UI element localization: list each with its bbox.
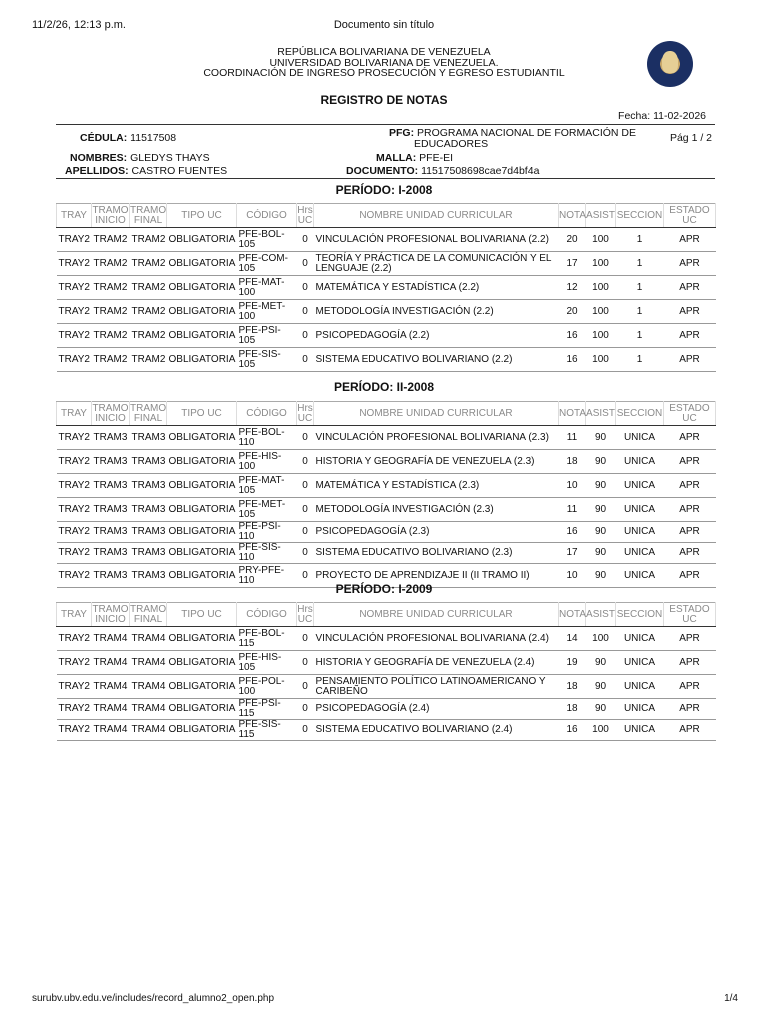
- col-estado-uc-header: ESTADO UC: [664, 603, 716, 627]
- table-row: [57, 348, 716, 372]
- col-nombre-uc-header: NOMBRE UNIDAD CURRICULAR: [314, 402, 559, 426]
- cell-tramo-final: TRAM2: [130, 300, 167, 324]
- col-tramo-final-header: TRAMO FINAL: [130, 205, 167, 226]
- cell-tramo-inicio: TRAM3: [92, 522, 130, 543]
- cell-tramo-inicio: TRAM4: [92, 651, 130, 675]
- table-row: [57, 228, 716, 252]
- cell-nombre-uc: SISTEMA EDUCATIVO BOLIVARIANO (2.2): [314, 348, 559, 372]
- cell-tipo-uc: OBLIGATORIA: [167, 474, 237, 498]
- cell-seccion: UNICA: [616, 675, 664, 699]
- cell-asist: 90: [586, 543, 616, 564]
- col-estado-uc-header: ESTADO UC: [664, 204, 716, 228]
- cell-hrs-uc: 0: [297, 324, 314, 348]
- col-hrs-uc-header: Hrs UC: [297, 205, 313, 226]
- print-title: Documento sin título: [333, 19, 435, 31]
- documento-value: 11517508698cae7d4bf4a: [421, 165, 540, 177]
- cell-tipo-uc: OBLIGATORIA: [167, 252, 237, 276]
- cell-nombre-uc: METODOLOGÍA INVESTIGACIÓN (2.2): [314, 300, 559, 324]
- col-seccion-header: SECCION: [616, 603, 664, 627]
- cell-seccion: 1: [616, 300, 664, 324]
- nombres-value: GLEDYS THAYS: [130, 152, 210, 164]
- cell-hrs-uc: 0: [297, 564, 314, 588]
- cell-estado-uc: APR: [664, 348, 716, 372]
- cell-tramo-final: TRAM3: [130, 426, 167, 450]
- table-row: [57, 699, 716, 720]
- cell-tramo-final: TRAM4: [130, 627, 167, 651]
- cell-codigo: PFE-MAT- 100: [237, 276, 297, 300]
- cell-tramo-inicio: TRAM2: [92, 300, 130, 324]
- col-tray-header: TRAY: [57, 402, 92, 426]
- cell-tray: TRAY2: [57, 675, 92, 699]
- cell-tray: TRAY2: [57, 498, 92, 522]
- cell-tipo-uc: OBLIGATORIA: [167, 498, 237, 522]
- col-tramo-inicio-header: TRAMO INICIO: [92, 604, 129, 625]
- cell-tray: TRAY2: [57, 228, 92, 252]
- cell-asist: 100: [586, 300, 616, 324]
- cell-nota: 11: [559, 426, 586, 450]
- malla-value: PFE-EI: [419, 152, 454, 164]
- cell-estado-uc: APR: [664, 564, 716, 588]
- cell-asist: 100: [586, 228, 616, 252]
- grades-table: [56, 203, 716, 372]
- table-row: [57, 543, 716, 564]
- cell-seccion: 1: [616, 276, 664, 300]
- cell-nombre-uc: TEORÍA Y PRÁCTICA DE LA COMUNICACIÓN Y EL LENGUAJE (2.2): [314, 252, 559, 276]
- cell-tramo-final: TRAM2: [130, 252, 167, 276]
- cell-hrs-uc: 0: [297, 699, 314, 720]
- cell-codigo: PFE-HIS- 100: [237, 450, 297, 474]
- col-codigo-header: CÓDIGO: [237, 402, 297, 426]
- cell-codigo: PFE-PSI-110: [237, 522, 297, 543]
- cell-seccion: UNICA: [616, 651, 664, 675]
- cell-tramo-inicio: TRAM2: [92, 252, 130, 276]
- cell-asist: 100: [586, 627, 616, 651]
- col-tipo-uc-header: TIPO UC: [167, 603, 237, 627]
- table-row: [57, 498, 716, 522]
- cell-nota: 16: [559, 348, 586, 372]
- cell-tray: TRAY2: [57, 450, 92, 474]
- cell-seccion: 1: [616, 348, 664, 372]
- institution-line-3: COORDINACIÓN DE INGRESO PROSECUCIÓN Y EGRESO ESTUDIANTIL: [203, 67, 565, 79]
- cell-seccion: UNICA: [616, 627, 664, 651]
- cell-nombre-uc: VINCULACIÓN PROFESIONAL BOLIVARIANA (2.2): [314, 228, 559, 252]
- cell-tramo-final: TRAM2: [130, 276, 167, 300]
- cell-codigo: PFE-SIS-115: [237, 720, 297, 741]
- cell-nombre-uc: PSICOPEDAGOGÍA (2.2): [314, 324, 559, 348]
- cell-nota: 16: [559, 720, 586, 741]
- cell-tramo-final: TRAM2: [130, 324, 167, 348]
- cell-tramo-inicio: TRAM3: [92, 474, 130, 498]
- cell-estado-uc: APR: [664, 522, 716, 543]
- pfg-value-1: PROGRAMA NACIONAL DE FORMACIÓN DE: [417, 127, 636, 139]
- period-title: PERÍODO: II-2008: [333, 380, 435, 394]
- cell-tramo-inicio: TRAM3: [92, 564, 130, 588]
- table-row: [57, 522, 716, 543]
- cell-codigo: PFE-BOL- 115: [237, 627, 297, 651]
- col-codigo-header: CÓDIGO: [237, 204, 297, 228]
- cell-estado-uc: APR: [664, 426, 716, 450]
- cell-nota: 10: [559, 474, 586, 498]
- cell-seccion: UNICA: [616, 450, 664, 474]
- col-hrs-uc-header: Hrs UC: [297, 604, 313, 625]
- cell-seccion: UNICA: [616, 543, 664, 564]
- cell-tipo-uc: OBLIGATORIA: [167, 564, 237, 588]
- apellidos-value: CASTRO FUENTES: [131, 165, 228, 177]
- cell-estado-uc: APR: [664, 720, 716, 741]
- cell-tipo-uc: OBLIGATORIA: [167, 324, 237, 348]
- col-tipo-uc-header: TIPO UC: [167, 402, 237, 426]
- cell-tray: TRAY2: [57, 276, 92, 300]
- print-url: surubv.ubv.edu.ve/includes/record_alumno2_open.php: [32, 993, 275, 1004]
- cedula-value: 11517508: [130, 132, 177, 144]
- cell-tramo-final: TRAM3: [130, 450, 167, 474]
- cell-codigo: PFE-BOL- 110: [237, 426, 297, 450]
- cell-estado-uc: APR: [664, 675, 716, 699]
- cell-asist: 90: [586, 651, 616, 675]
- cell-tramo-final: TRAM3: [130, 522, 167, 543]
- pfg-field: PFG: PROGRAMA NACIONAL DE FORMACIÓN DE: [389, 127, 636, 139]
- cell-seccion: 1: [616, 324, 664, 348]
- col-tramo-inicio-header: TRAMO INICIO: [92, 205, 129, 226]
- col-estado-uc-header: ESTADO UC: [664, 402, 716, 426]
- cell-tipo-uc: OBLIGATORIA: [167, 348, 237, 372]
- cell-nota: 17: [559, 252, 586, 276]
- table-row: [57, 651, 716, 675]
- cell-tramo-inicio: TRAM4: [92, 675, 130, 699]
- cell-tramo-final: TRAM3: [130, 474, 167, 498]
- cell-codigo: PFE-POL- 100: [237, 675, 297, 699]
- cell-nombre-uc: SISTEMA EDUCATIVO BOLIVARIANO (2.4): [314, 720, 559, 741]
- cell-tramo-inicio: TRAM3: [92, 543, 130, 564]
- cell-tipo-uc: OBLIGATORIA: [167, 276, 237, 300]
- cell-seccion: UNICA: [616, 426, 664, 450]
- cell-asist: 90: [586, 426, 616, 450]
- cell-tramo-final: TRAM4: [130, 651, 167, 675]
- cell-estado-uc: APR: [664, 228, 716, 252]
- cell-nota: 16: [559, 324, 586, 348]
- cell-estado-uc: APR: [664, 498, 716, 522]
- grades-table: [56, 602, 716, 741]
- col-seccion-header: SECCION: [616, 402, 664, 426]
- cell-hrs-uc: 0: [297, 252, 314, 276]
- table-row: [57, 276, 716, 300]
- cell-nombre-uc: PROYECTO DE APRENDIZAJE II (II TRAMO II): [314, 564, 559, 588]
- cell-asist: 100: [586, 252, 616, 276]
- grades-table: [56, 401, 716, 588]
- cell-asist: 90: [586, 675, 616, 699]
- period-title: PERÍODO: I-2009: [335, 582, 433, 596]
- pfg-value-2: EDUCADORES: [414, 138, 489, 150]
- col-hrs-uc-header: Hrs UC: [297, 403, 313, 424]
- issue-date: Fecha: 11-02-2026: [618, 110, 706, 122]
- cell-estado-uc: APR: [664, 300, 716, 324]
- cell-tipo-uc: OBLIGATORIA: [167, 543, 237, 564]
- cell-asist: 90: [586, 522, 616, 543]
- cell-tramo-inicio: TRAM3: [92, 498, 130, 522]
- cell-estado-uc: APR: [664, 450, 716, 474]
- cell-hrs-uc: 0: [297, 675, 314, 699]
- document-title: REGISTRO DE NOTAS: [320, 93, 448, 107]
- cell-hrs-uc: 0: [297, 627, 314, 651]
- col-seccion-header: SECCION: [616, 204, 664, 228]
- university-seal-logo: [647, 41, 693, 87]
- malla-field: MALLA: PFE-EI: [376, 152, 454, 164]
- cell-asist: 100: [586, 348, 616, 372]
- cell-tramo-final: TRAM4: [130, 675, 167, 699]
- cell-tramo-final: TRAM2: [130, 228, 167, 252]
- cell-seccion: UNICA: [616, 498, 664, 522]
- cell-codigo: PFE-MAT- 105: [237, 474, 297, 498]
- col-nota-header: NOTA: [559, 204, 586, 228]
- divider: [56, 124, 715, 125]
- cell-asist: 90: [586, 474, 616, 498]
- cell-tray: TRAY2: [57, 252, 92, 276]
- cell-tray: TRAY2: [57, 474, 92, 498]
- cell-codigo: PFE-COM- 105: [237, 252, 297, 276]
- cell-nombre-uc: MATEMÁTICA Y ESTADÍSTICA (2.3): [314, 474, 559, 498]
- col-nota-header: NOTA: [559, 402, 586, 426]
- cell-codigo: PFE-SIS-110: [237, 543, 297, 564]
- col-asist-header: ASIST: [586, 204, 616, 228]
- cell-hrs-uc: 0: [297, 651, 314, 675]
- cell-tramo-inicio: TRAM4: [92, 627, 130, 651]
- cell-tray: TRAY2: [57, 627, 92, 651]
- cell-estado-uc: APR: [664, 543, 716, 564]
- cell-tipo-uc: OBLIGATORIA: [167, 522, 237, 543]
- cell-hrs-uc: 0: [297, 426, 314, 450]
- cell-nota: 12: [559, 276, 586, 300]
- cell-nota: 10: [559, 564, 586, 588]
- cell-nombre-uc: VINCULACIÓN PROFESIONAL BOLIVARIANA (2.3): [314, 426, 559, 450]
- col-tramo-final-header: TRAMO FINAL: [130, 604, 167, 625]
- col-tray-header: TRAY: [57, 204, 92, 228]
- col-asist-header: ASIST: [586, 603, 616, 627]
- col-nota-header: NOTA: [559, 603, 586, 627]
- cell-codigo: PFE-HIS- 105: [237, 651, 297, 675]
- cell-nombre-uc: PENSAMIENTO POLÍTICO LATINOAMERICANO Y CARIBEÑO: [314, 675, 559, 699]
- col-asist-header: ASIST: [586, 402, 616, 426]
- cell-hrs-uc: 0: [297, 228, 314, 252]
- table-row: [57, 450, 716, 474]
- cell-asist: 90: [586, 564, 616, 588]
- institution-line-2: UNIVERSIDAD BOLIVARIANA DE VENEZUELA.: [269, 56, 499, 69]
- cell-tramo-inicio: TRAM3: [92, 450, 130, 474]
- table-row: [57, 426, 716, 450]
- cell-codigo: PFE-PSI- 105: [237, 324, 297, 348]
- cell-tramo-inicio: TRAM2: [92, 348, 130, 372]
- cell-estado-uc: APR: [664, 651, 716, 675]
- col-tramo-final-header: TRAMO FINAL: [130, 403, 167, 424]
- cell-estado-uc: APR: [664, 276, 716, 300]
- cell-tipo-uc: OBLIGATORIA: [167, 651, 237, 675]
- cell-asist: 100: [586, 324, 616, 348]
- cell-tipo-uc: OBLIGATORIA: [167, 699, 237, 720]
- cell-codigo: PFE-PSI-115: [237, 699, 297, 720]
- cell-nota: 20: [559, 228, 586, 252]
- cell-tipo-uc: OBLIGATORIA: [167, 675, 237, 699]
- cell-nombre-uc: HISTORIA Y GEOGRAFÍA DE VENEZUELA (2.4): [314, 651, 559, 675]
- cell-tray: TRAY2: [57, 324, 92, 348]
- cell-nota: 20: [559, 300, 586, 324]
- cell-hrs-uc: 0: [297, 498, 314, 522]
- cell-seccion: UNICA: [616, 474, 664, 498]
- cell-seccion: UNICA: [616, 699, 664, 720]
- cell-hrs-uc: 0: [297, 276, 314, 300]
- cell-nombre-uc: MATEMÁTICA Y ESTADÍSTICA (2.2): [314, 276, 559, 300]
- col-tray-header: TRAY: [57, 603, 92, 627]
- cell-nota: 18: [559, 699, 586, 720]
- cell-asist: 90: [586, 498, 616, 522]
- cell-tray: TRAY2: [57, 426, 92, 450]
- cell-tray: TRAY2: [57, 699, 92, 720]
- cell-seccion: 1: [616, 228, 664, 252]
- cell-hrs-uc: 0: [297, 450, 314, 474]
- cell-estado-uc: APR: [664, 627, 716, 651]
- cell-hrs-uc: 0: [297, 522, 314, 543]
- cell-tramo-final: TRAM3: [130, 564, 167, 588]
- col-nombre-uc-header: NOMBRE UNIDAD CURRICULAR: [314, 204, 559, 228]
- cell-tramo-inicio: TRAM2: [92, 324, 130, 348]
- col-tramo-inicio-header: TRAMO INICIO: [92, 403, 129, 424]
- cell-seccion: UNICA: [616, 522, 664, 543]
- cell-codigo: PFE-BOL- 105: [237, 228, 297, 252]
- cell-asist: 100: [586, 720, 616, 741]
- cell-nota: 18: [559, 675, 586, 699]
- cell-codigo: PFE-MET- 105: [237, 498, 297, 522]
- cell-tipo-uc: OBLIGATORIA: [167, 426, 237, 450]
- cedula-field: CÉDULA: 11517508: [80, 132, 177, 144]
- table-row: [57, 720, 716, 741]
- col-tipo-uc-header: TIPO UC: [167, 204, 237, 228]
- cell-tramo-final: TRAM3: [130, 543, 167, 564]
- cell-tramo-inicio: TRAM2: [92, 276, 130, 300]
- cell-codigo: PRY-PFE- 110: [237, 564, 297, 588]
- cell-codigo: PFE-SIS- 105: [237, 348, 297, 372]
- cell-tipo-uc: OBLIGATORIA: [167, 627, 237, 651]
- cell-nombre-uc: SISTEMA EDUCATIVO BOLIVARIANO (2.3): [314, 543, 559, 564]
- cell-tramo-final: TRAM2: [130, 348, 167, 372]
- cell-tramo-inicio: TRAM4: [92, 720, 130, 741]
- col-nombre-uc-header: NOMBRE UNIDAD CURRICULAR: [314, 603, 559, 627]
- cell-codigo: PFE-MET- 100: [237, 300, 297, 324]
- cell-asist: 90: [586, 699, 616, 720]
- cell-hrs-uc: 0: [297, 348, 314, 372]
- cell-hrs-uc: 0: [297, 543, 314, 564]
- cell-tray: TRAY2: [57, 348, 92, 372]
- cell-asist: 90: [586, 450, 616, 474]
- table-row: [57, 675, 716, 699]
- cell-estado-uc: APR: [664, 252, 716, 276]
- institution-line-1: REPÚBLICA BOLIVARIANA DE VENEZUELA: [277, 46, 491, 58]
- table-row: [57, 474, 716, 498]
- cell-nombre-uc: PSICOPEDAGOGÍA (2.4): [314, 699, 559, 720]
- cell-tray: TRAY2: [57, 651, 92, 675]
- cell-seccion: 1: [616, 252, 664, 276]
- divider: [56, 178, 715, 179]
- period-title: PERÍODO: I-2008: [335, 183, 433, 197]
- cell-asist: 100: [586, 276, 616, 300]
- cell-tramo-final: TRAM4: [130, 699, 167, 720]
- cell-tramo-final: TRAM3: [130, 498, 167, 522]
- cell-tramo-inicio: TRAM4: [92, 699, 130, 720]
- cell-tipo-uc: OBLIGATORIA: [167, 228, 237, 252]
- cell-estado-uc: APR: [664, 324, 716, 348]
- cell-tramo-final: TRAM4: [130, 720, 167, 741]
- cell-tray: TRAY2: [57, 720, 92, 741]
- cell-tipo-uc: OBLIGATORIA: [167, 720, 237, 741]
- cell-seccion: UNICA: [616, 564, 664, 588]
- cell-tray: TRAY2: [57, 543, 92, 564]
- cell-tray: TRAY2: [57, 564, 92, 588]
- table-row: [57, 252, 716, 276]
- cell-tipo-uc: OBLIGATORIA: [167, 300, 237, 324]
- table-row: [57, 627, 716, 651]
- cell-nota: 14: [559, 627, 586, 651]
- cell-tray: TRAY2: [57, 300, 92, 324]
- cell-nota: 17: [559, 543, 586, 564]
- table-row: [57, 324, 716, 348]
- cell-nombre-uc: VINCULACIÓN PROFESIONAL BOLIVARIANA (2.4): [314, 627, 559, 651]
- cell-hrs-uc: 0: [297, 300, 314, 324]
- cell-hrs-uc: 0: [297, 720, 314, 741]
- cell-nota: 18: [559, 450, 586, 474]
- cell-estado-uc: APR: [664, 474, 716, 498]
- cell-estado-uc: APR: [664, 699, 716, 720]
- cell-tray: TRAY2: [57, 522, 92, 543]
- cell-tipo-uc: OBLIGATORIA: [167, 450, 237, 474]
- print-page-counter: 1/4: [724, 993, 738, 1004]
- documento-field: DOCUMENTO: 11517508698cae7d4bf4a: [346, 165, 540, 177]
- cell-seccion: UNICA: [616, 720, 664, 741]
- cell-nombre-uc: PSICOPEDAGOGÍA (2.3): [314, 522, 559, 543]
- cell-tramo-inicio: TRAM3: [92, 426, 130, 450]
- cell-nombre-uc: METODOLOGÍA INVESTIGACIÓN (2.3): [314, 498, 559, 522]
- print-header: [0, 19, 768, 33]
- cell-tramo-inicio: TRAM2: [92, 228, 130, 252]
- nombres-field: NOMBRES: GLEDYS THAYS: [70, 152, 210, 164]
- apellidos-field: APELLIDOS: CASTRO FUENTES: [65, 165, 228, 177]
- cell-nota: 19: [559, 651, 586, 675]
- table-row: [57, 300, 716, 324]
- cell-nombre-uc: HISTORIA Y GEOGRAFÍA DE VENEZUELA (2.3): [314, 450, 559, 474]
- cell-nota: 11: [559, 498, 586, 522]
- col-codigo-header: CÓDIGO: [237, 603, 297, 627]
- cell-nota: 16: [559, 522, 586, 543]
- page-number: Pág 1 / 2: [669, 132, 712, 144]
- cell-hrs-uc: 0: [297, 474, 314, 498]
- print-datetime: 11/2/26, 12:13 p.m.: [32, 19, 126, 31]
